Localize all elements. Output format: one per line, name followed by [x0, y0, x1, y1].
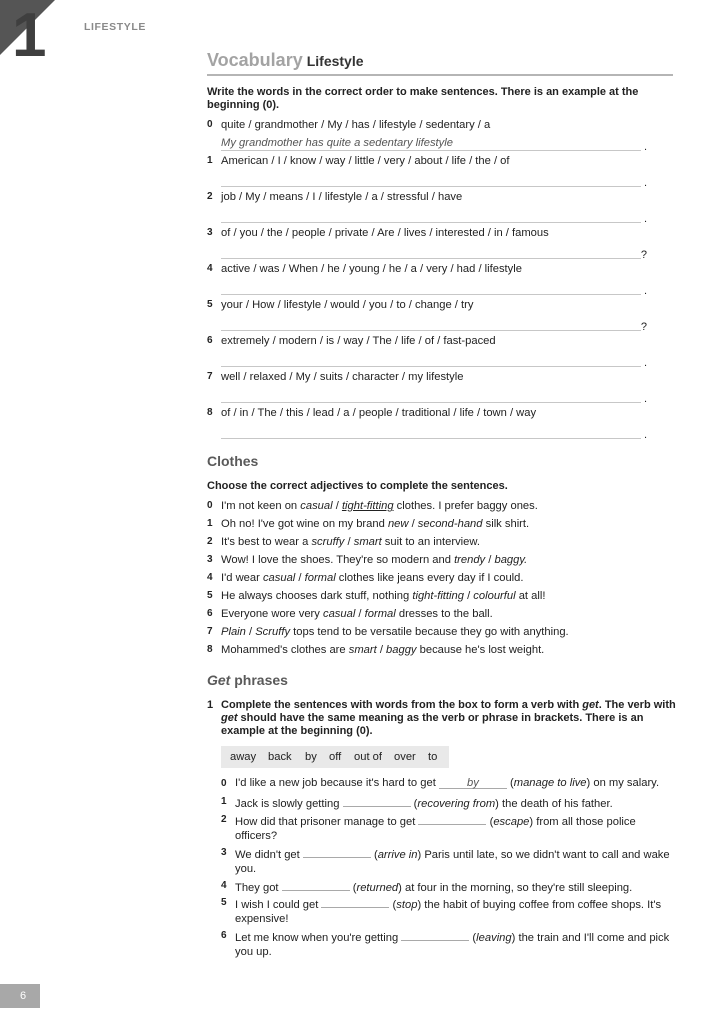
item-number: 1 — [221, 796, 227, 807]
page-number-tab — [0, 984, 40, 1008]
adjective-option[interactable]: colourful — [473, 590, 516, 602]
get-instruction-part: . The verb with — [598, 699, 676, 711]
vocabulary-heading — [207, 50, 673, 76]
answer-line[interactable] — [221, 352, 647, 369]
chapter-number: 1 — [12, 1, 47, 58]
clothes-item — [207, 500, 677, 516]
answer-blank[interactable] — [418, 812, 486, 825]
adjective-option[interactable]: casual — [262, 572, 296, 584]
meaning-hint: stop — [396, 899, 418, 911]
option-separator: / — [344, 536, 354, 548]
sentence-text: because he's lost weight. — [416, 644, 545, 656]
word-box-item: out of — [354, 751, 382, 763]
clothes-sentence — [221, 554, 527, 566]
answer-line[interactable] — [221, 316, 647, 333]
get-sentence — [235, 812, 675, 843]
meaning-hint: manage to live — [513, 777, 587, 789]
item-number: 0 — [221, 778, 227, 789]
sentence-text: tops tend to be versatile because they go with anything. — [290, 626, 569, 638]
clothes-item — [207, 644, 677, 660]
bracket: ( — [370, 849, 378, 861]
scrambled-words: active / was / When / he / young / he / a / very / had / lifestyle — [221, 263, 522, 275]
sentence-text: Let me know when you're getting — [235, 932, 402, 944]
item-number: 2 — [207, 191, 213, 202]
answer-line[interactable] — [221, 424, 647, 441]
adjective-option[interactable]: new — [387, 518, 409, 530]
answer-line[interactable] — [221, 208, 647, 225]
word-box-item: away — [230, 751, 257, 763]
sentence-text: silk shirt. — [482, 518, 530, 530]
clothes-sentence — [221, 626, 569, 638]
item-number: 0 — [207, 500, 213, 511]
adjective-option[interactable]: formal — [304, 572, 336, 584]
sentence-text: suit to an interview. — [381, 536, 480, 548]
chapter-label: LIFESTYLE — [84, 21, 146, 33]
adjective-option[interactable]: casual — [300, 500, 333, 512]
sentence-text: I wish I could get — [235, 899, 322, 911]
meaning-hint: recovering from — [417, 798, 496, 810]
end-punctuation: . — [643, 141, 647, 153]
sentence-text: on my salary. — [590, 777, 660, 789]
sentence-text: We didn't get — [235, 849, 303, 861]
page-number: 6 — [20, 990, 27, 1002]
end-punctuation: . — [643, 393, 647, 405]
word-box-item: by — [305, 751, 317, 763]
get-sentence — [235, 895, 675, 926]
clothes-sentence — [221, 590, 545, 602]
bracket: ) — [586, 777, 591, 789]
item-number: 7 — [207, 371, 213, 382]
bracket: ) — [511, 932, 516, 944]
answer-blank[interactable] — [343, 794, 411, 807]
adjective-option[interactable]: scruffy — [311, 536, 345, 548]
bracket: ( — [486, 816, 494, 828]
scrambled-words: of / in / The / this / lead / a / people / traditional / life / town / way — [221, 407, 537, 419]
sentence-text: I'd wear — [221, 572, 263, 584]
answer-blank[interactable] — [401, 928, 469, 941]
bracket: ( — [469, 932, 477, 944]
word-box — [221, 746, 449, 768]
sentence-text: from all those police officers? — [235, 816, 636, 842]
sentence-text: Paris until late, so we didn't want to call and wake you. — [235, 849, 670, 875]
clothes-instruction: Choose the correct adjectives to complete the sentences. — [207, 480, 508, 492]
option-separator: / — [408, 518, 418, 530]
sentence-text: Oh no! I've got wine on my brand — [221, 518, 388, 530]
adjective-option[interactable]: Scruffy — [255, 626, 291, 638]
answer-line[interactable] — [221, 388, 647, 405]
answer-line[interactable] — [221, 280, 647, 297]
get-sentence — [235, 928, 675, 959]
option-separator: / — [485, 554, 495, 566]
item-number: 1 — [207, 518, 213, 529]
item-number: 6 — [221, 930, 227, 941]
clothes-item — [207, 518, 677, 534]
adjective-option[interactable]: smart — [353, 536, 382, 548]
item-number: 6 — [207, 335, 213, 346]
end-punctuation: ? — [640, 321, 647, 333]
sentence-text: the train and I'll come and pick you up. — [235, 932, 670, 958]
clothes-item — [207, 572, 677, 588]
clothes-item — [207, 608, 677, 624]
option-separator: / — [332, 500, 342, 512]
answer-blank[interactable]: by — [439, 776, 507, 789]
get-sentence — [235, 794, 675, 811]
clothes-item — [207, 590, 677, 606]
scrambled-words: job / My / means / I / lifestyle / a / stressful / have — [221, 191, 463, 203]
get-heading-italic: Get — [207, 672, 231, 688]
bracket: ) — [417, 899, 422, 911]
sentence-text: I'm not keen on — [221, 500, 301, 512]
clothes-item — [207, 554, 677, 570]
vocabulary-title: Vocabulary — [207, 50, 303, 70]
sentence-text: clothes. I prefer baggy ones. — [393, 500, 538, 512]
sentence-text: at four in the morning, so they're still sleeping. — [401, 882, 633, 894]
sentence-text: It's best to wear a — [221, 536, 312, 548]
item-number: 5 — [207, 590, 213, 601]
bracket: ( — [349, 882, 357, 894]
bracket: ) — [417, 849, 422, 861]
sentence-text: They got — [235, 882, 282, 894]
adjective-option[interactable]: tight-fitting — [412, 590, 464, 602]
get-instruction-part: Complete the sentences with words from the box to form a verb with — [221, 699, 583, 711]
bracket: ( — [506, 777, 514, 789]
adjective-option[interactable]: trendy — [454, 554, 486, 566]
get-heading-rest: phrases — [230, 672, 288, 688]
meaning-hint: escape — [493, 816, 530, 828]
option-separator: / — [355, 608, 365, 620]
adjective-option[interactable]: second-hand — [417, 518, 483, 530]
get-instruction-italic: get — [582, 699, 599, 711]
item-number: 4 — [207, 263, 213, 274]
get-phrases-heading — [207, 672, 288, 688]
item-number: 8 — [207, 644, 213, 655]
sentence-text: He always chooses dark stuff, nothing — [221, 590, 413, 602]
adjective-option[interactable]: tight-fitting — [341, 500, 394, 512]
clothes-sentence — [221, 500, 538, 512]
get-instruction-part: should have the same meaning as the verb or phrase in brackets. There is an example at the beginning (0). — [221, 712, 644, 737]
clothes-sentence — [221, 536, 480, 548]
vocab-item — [207, 191, 677, 207]
get-sentence — [235, 776, 675, 790]
word-box-item: off — [329, 751, 342, 763]
item-number: 6 — [207, 608, 213, 619]
bracket: ( — [410, 798, 418, 810]
vocab-item — [207, 263, 677, 279]
meaning-hint: arrive in — [377, 849, 418, 861]
vocabulary-subtitle: Lifestyle — [306, 53, 364, 69]
get-instruction — [207, 699, 677, 738]
bracket: ) — [398, 882, 402, 894]
item-number: 5 — [207, 299, 213, 310]
sentence-text: the death of his father. — [498, 798, 613, 810]
sentence-text: Everyone wore very — [221, 608, 323, 620]
get-exercise-number: 1 — [207, 699, 214, 711]
bracket: ) — [495, 798, 499, 810]
item-number: 3 — [207, 554, 213, 565]
vocab-item — [207, 299, 677, 315]
sentence-text: How did that prisoner manage to get — [235, 816, 419, 828]
end-punctuation: . — [643, 213, 647, 225]
scrambled-words: extremely / modern / is / way / The / life / of / fast-paced — [221, 335, 496, 347]
end-punctuation: . — [643, 177, 647, 189]
vocab-item — [207, 407, 677, 423]
scrambled-words: of / you / the / people / private / Are / lives / interested / in / famous — [221, 227, 549, 239]
scrambled-words: quite / grandmother / My / has / lifestyle / sedentary / a — [221, 119, 491, 131]
item-number: 2 — [207, 536, 213, 547]
end-punctuation: . — [643, 285, 647, 297]
get-sentence — [235, 845, 675, 876]
get-sentence — [235, 878, 675, 895]
item-number: 5 — [221, 897, 227, 908]
option-separator: / — [245, 626, 256, 638]
clothes-item — [207, 536, 677, 552]
vocabulary-instruction: Write the words in the correct order to make sentences. There is an example at the beginning (0). — [207, 86, 639, 111]
answer-line[interactable] — [221, 136, 647, 153]
sentence-text: Mohammed's clothes are — [221, 644, 349, 656]
word-box-item: to — [428, 751, 438, 763]
clothes-sentence — [221, 572, 524, 584]
sentence-text: I'd like a new job because it's hard to get — [235, 777, 439, 789]
item-number: 0 — [207, 119, 213, 130]
answer-line[interactable] — [221, 244, 647, 261]
scrambled-words: American / I / know / way / little / very / about / life / the / of — [221, 155, 510, 167]
vocab-item — [207, 155, 677, 171]
adjective-option[interactable]: baggy. — [494, 554, 528, 566]
item-number: 8 — [207, 407, 213, 418]
clothes-sentence — [221, 518, 529, 530]
adjective-option[interactable]: formal — [364, 608, 396, 620]
meaning-hint: leaving — [476, 932, 512, 944]
sentence-text: Jack is slowly getting — [235, 798, 343, 810]
end-punctuation: . — [643, 429, 647, 441]
clothes-sentence — [221, 644, 544, 656]
option-separator: / — [376, 644, 387, 656]
adjective-option[interactable]: casual — [322, 608, 356, 620]
vocab-item — [207, 227, 677, 243]
bracket: ) — [529, 816, 534, 828]
sentence-text: Wow! I love the shoes. They're so modern and — [221, 554, 455, 566]
adjective-option[interactable]: smart — [348, 644, 377, 656]
item-number: 3 — [221, 847, 227, 858]
adjective-option[interactable]: Plain — [221, 626, 246, 638]
clothes-item — [207, 626, 677, 642]
sentence-text: dresses to the ball. — [395, 608, 493, 620]
vocab-item — [207, 335, 677, 351]
item-number: 1 — [207, 155, 213, 166]
clothes-heading: Clothes — [207, 453, 259, 469]
bracket: ( — [389, 899, 397, 911]
word-box-item: back — [268, 751, 292, 763]
item-number: 4 — [221, 880, 227, 891]
answer-blank[interactable] — [303, 845, 371, 858]
item-number: 7 — [207, 626, 213, 637]
end-punctuation: . — [643, 357, 647, 369]
item-number: 3 — [207, 227, 213, 238]
word-box-item: over — [394, 751, 416, 763]
sentence-text: clothes like jeans every day if I could. — [335, 572, 524, 584]
scrambled-words: well / relaxed / My / suits / character / my lifestyle — [221, 371, 464, 383]
vocab-item — [207, 371, 677, 387]
chapter-corner-mark — [0, 0, 68, 58]
sentence-text: the habit of buying coffee from coffee shops. It's expensive! — [235, 899, 662, 925]
answer-text: My grandmother has quite a sedentary lifestyle — [221, 137, 453, 149]
adjective-option[interactable]: baggy — [386, 644, 417, 656]
item-number: 2 — [221, 814, 227, 825]
sentence-text: at all! — [515, 590, 546, 602]
answer-line[interactable] — [221, 172, 647, 189]
vocab-item — [207, 119, 677, 135]
clothes-sentence — [221, 608, 493, 620]
meaning-hint: returned — [356, 882, 399, 894]
answer-blank[interactable] — [282, 878, 350, 891]
option-separator: / — [295, 572, 305, 584]
scrambled-words: your / How / lifestyle / would / you / to / change / try — [221, 299, 474, 311]
item-number: 4 — [207, 572, 213, 583]
option-separator: / — [463, 590, 474, 602]
get-instruction-italic: get — [221, 712, 238, 724]
answer-blank[interactable] — [321, 895, 389, 908]
end-punctuation: ? — [640, 249, 647, 261]
